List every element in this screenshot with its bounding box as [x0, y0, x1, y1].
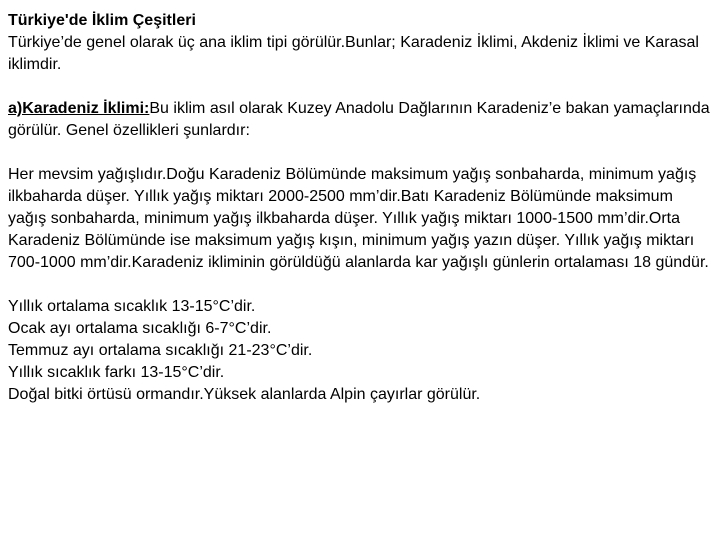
section-paragraph — [8, 98, 714, 142]
page-title: Türkiye'de İklim Çeşitleri — [8, 12, 196, 29]
intro-paragraph: Türkiye’de genel olarak üç ana iklim tipi görülür.Bunlar; Karadeniz İklimi, Akdeniz İklimi ve Karasal iklimdir. — [8, 34, 699, 73]
section-label: a)Karadeniz İklimi: — [8, 100, 150, 117]
fact-line: Doğal bitki örtüsü ormandır.Yüksek alanlarda Alpin çayırlar görülür. — [8, 386, 481, 403]
precipitation-paragraph: Her mevsim yağışlıdır.Doğu Karadeniz Bölümünde maksimum yağış sonbaharda, minimum yağış ilkbaharda düşer. Yıllık yağış miktarı 2000-2500 mm’dir.Batı Karadeniz Bölümünde maksimum yağış sonbaharda, minimum yağış ilkbaharda düşer. Yıllık yağış miktarı 1000-1500 mm’dir.Orta Karadeniz Bölümünde ise maksimum yağış kışın, minimum yağış yazın düşer. Yıllık yağış miktarı 700-1000 mm’dir.Karadeniz ikliminin görüldüğü alanlarda kar yağışlı günlerin ortalaması 18 gündür. — [8, 166, 709, 271]
section-lead: Bu iklim asıl olarak Kuzey Anadolu Dağlarının Karadeniz’e bakan yamaçlarında görülür. Genel özellikleri şunlardır: — [8, 100, 710, 139]
fact-line: Yıllık sıcaklık farkı 13-15°C’dir. — [8, 364, 225, 381]
spacer — [8, 76, 714, 98]
spacer — [8, 142, 714, 164]
fact-line: Yıllık ortalama sıcaklık 13-15°C’dir. — [8, 298, 256, 315]
document-body — [8, 10, 714, 406]
fact-line: Temmuz ayı ortalama sıcaklığı 21-23°C’dir. — [8, 342, 313, 359]
fact-line: Ocak ayı ortalama sıcaklığı 6-7°C’dir. — [8, 320, 272, 337]
spacer — [8, 274, 714, 296]
